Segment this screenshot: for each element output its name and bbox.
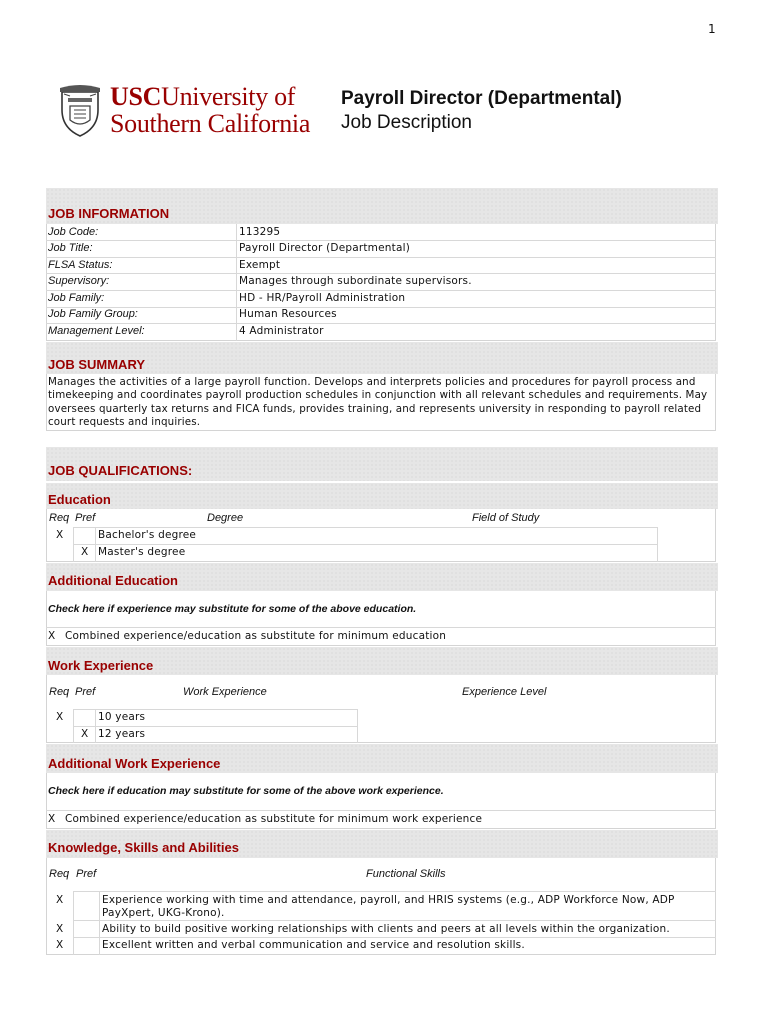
work-experience-row-2-value: 12 years <box>98 728 146 740</box>
document-subtitle: Job Description <box>341 112 472 133</box>
additional-work-experience-item: Combined experience/education as substitute for minimum work experience <box>65 813 483 825</box>
ksa-row-1-req: X <box>56 894 64 906</box>
education-col-req: Req <box>49 512 70 524</box>
ksa-col-skills: Functional Skills <box>366 868 446 880</box>
education-col-pref: Pref <box>75 512 96 524</box>
work-experience-row-2-pref: X <box>81 728 89 740</box>
page-number: 1 <box>708 22 716 36</box>
job-summary-text: Manages the activities of a large payroll function. Develops and interprets policies and procedures for payroll process and timekeeping and coordinates payroll production schedules in conjunction with all relevant schedules and requirements. May oversees quarterly tax returns and FICA funds, provides training, and represents university in responding to payroll related court requests and inquiries. <box>48 376 708 429</box>
ksa-row-3-req: X <box>56 939 64 951</box>
ksa-row-1-skill: Experience working with time and attendance, payroll, and HRIS systems (e.g., ADP Workforce Now, ADP PayXpert, UKG-Krono). <box>102 894 675 919</box>
ksa-row-2-req: X <box>56 923 64 935</box>
education-col-field: Field of Study <box>472 512 540 524</box>
work-experience-col-req: Req <box>49 686 70 698</box>
job-information-heading: JOB INFORMATION <box>48 206 170 221</box>
job-summary-band <box>46 342 718 374</box>
ksa-heading: Knowledge, Skills and Abilities <box>48 840 239 855</box>
work-experience-col-work: Work Experience <box>183 686 267 698</box>
ksa-col-pref: Pref <box>76 868 97 880</box>
usc-logo <box>58 84 328 140</box>
education-row-1-req: X <box>56 529 64 541</box>
job-qualifications-heading: JOB QUALIFICATIONS: <box>48 463 193 478</box>
ksa-row-2-skill: Ability to build positive working relationships with clients and peers at all levels within the organization. <box>102 923 670 935</box>
work-experience-col-pref: Pref <box>75 686 96 698</box>
document-title: Payroll Director (Departmental) <box>341 88 622 109</box>
additional-work-experience-heading: Additional Work Experience <box>48 756 221 771</box>
education-row-1-degree: Bachelor's degree <box>98 529 197 541</box>
work-experience-col-level: Experience Level <box>462 686 547 698</box>
education-band <box>46 483 718 509</box>
additional-education-item: Combined experience/education as substitute for minimum education <box>65 630 447 642</box>
education-heading: Education <box>48 492 111 507</box>
education-row-2-degree: Master's degree <box>98 546 186 558</box>
job-summary-heading: JOB SUMMARY <box>48 357 146 372</box>
logo-wordmark-line2: Southern California <box>110 109 311 138</box>
additional-education-heading: Additional Education <box>48 573 178 588</box>
logo-wordmark-line1: USCUniversity of <box>110 82 296 111</box>
ksa-row-3-skill: Excellent written and verbal communication and service and resolution skills. <box>102 939 525 951</box>
work-experience-row-1-value: 10 years <box>98 711 146 723</box>
work-experience-heading: Work Experience <box>48 658 154 673</box>
additional-education-mark: X <box>48 630 56 642</box>
additional-work-experience-check-text: Check here if education may substitute for some of the above work experience. <box>48 785 444 797</box>
education-row-2-pref: X <box>81 546 89 558</box>
ksa-col-req: Req <box>49 868 70 880</box>
additional-work-experience-mark: X <box>48 813 56 825</box>
additional-education-check-text: Check here if experience may substitute for some of the above education. <box>48 603 417 615</box>
education-col-degree: Degree <box>207 512 244 524</box>
usc-seal-icon <box>58 84 102 138</box>
work-experience-row-1-req: X <box>56 711 64 723</box>
